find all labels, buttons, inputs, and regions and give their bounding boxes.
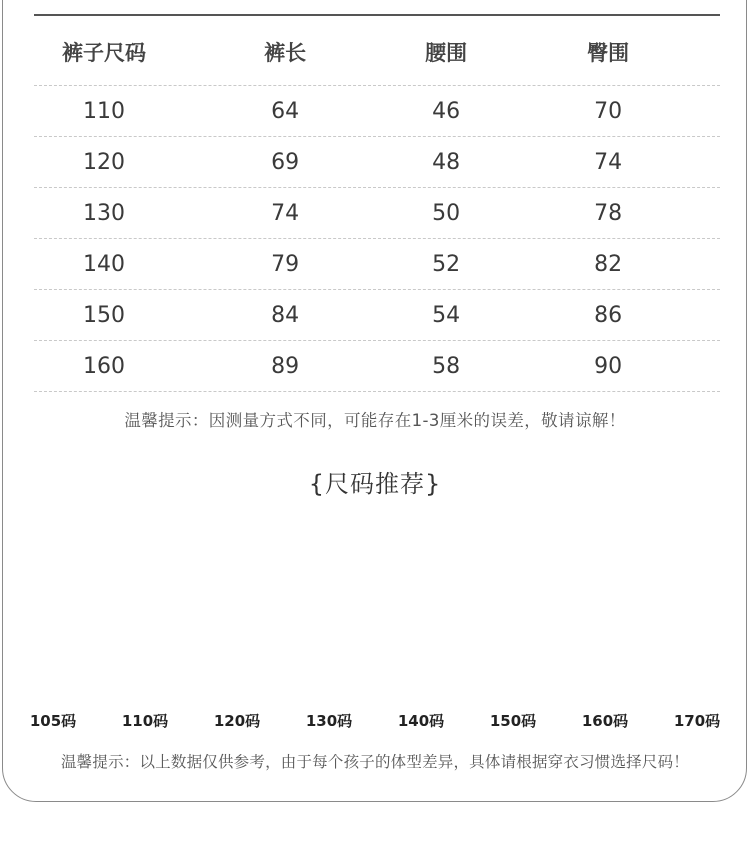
reference-note: 温馨提示：以上数据仅供参考，由于每个孩子的体型差异，具体请根据穿衣习惯选择尺码！ (60, 753, 689, 771)
recommend-title: {尺码推荐} (308, 470, 442, 498)
bar-size-label: 170码 (673, 712, 721, 730)
cell-length: 79 (271, 251, 300, 277)
bar-size-label: 160码 (581, 712, 629, 730)
cell-waist: 54 (432, 302, 461, 328)
bar-size-label: 105码 (29, 712, 77, 730)
table-row (34, 341, 720, 392)
bar-size-label: 130码 (305, 712, 353, 730)
cell-hip: 90 (594, 353, 623, 379)
cell-length: 69 (271, 149, 300, 175)
cell-hip: 70 (594, 98, 623, 124)
bar-size-label: 140码 (397, 712, 445, 730)
cell-size: 160 (83, 353, 126, 379)
table-row (34, 290, 720, 341)
cell-waist: 58 (432, 353, 461, 379)
cell-waist: 50 (432, 200, 461, 226)
cell-waist: 52 (432, 251, 461, 277)
table-row (34, 86, 720, 137)
header-pants-length: 裤长 (264, 40, 307, 65)
table-header-row (34, 16, 720, 86)
table-row (34, 239, 720, 290)
header-waist: 腰围 (425, 40, 468, 65)
cell-size: 140 (83, 251, 126, 277)
cell-waist: 48 (432, 149, 461, 175)
header-hip: 臀围 (587, 40, 630, 65)
cell-size: 150 (83, 302, 126, 328)
size-table (34, 16, 720, 392)
cell-hip: 78 (594, 200, 623, 226)
cell-length: 64 (271, 98, 300, 124)
cell-length: 89 (271, 353, 300, 379)
cell-waist: 46 (432, 98, 461, 124)
cell-size: 130 (83, 200, 126, 226)
measurement-note: 温馨提示：因测量方式不同，可能存在1-3厘米的误差，敬请谅解！ (124, 411, 626, 430)
cell-length: 74 (271, 200, 300, 226)
bar-size-label: 110码 (121, 712, 169, 730)
cell-hip: 82 (594, 251, 623, 277)
cell-hip: 86 (594, 302, 623, 328)
cell-hip: 74 (594, 149, 623, 175)
header-pants-size: 裤子尺码 (62, 40, 147, 65)
cell-size: 110 (83, 98, 126, 124)
table-row (34, 137, 720, 188)
cell-length: 84 (271, 302, 300, 328)
bar-size-label: 120码 (213, 712, 261, 730)
table-row (34, 188, 720, 239)
bar-size-label: 150码 (489, 712, 537, 730)
cell-size: 120 (83, 149, 126, 175)
